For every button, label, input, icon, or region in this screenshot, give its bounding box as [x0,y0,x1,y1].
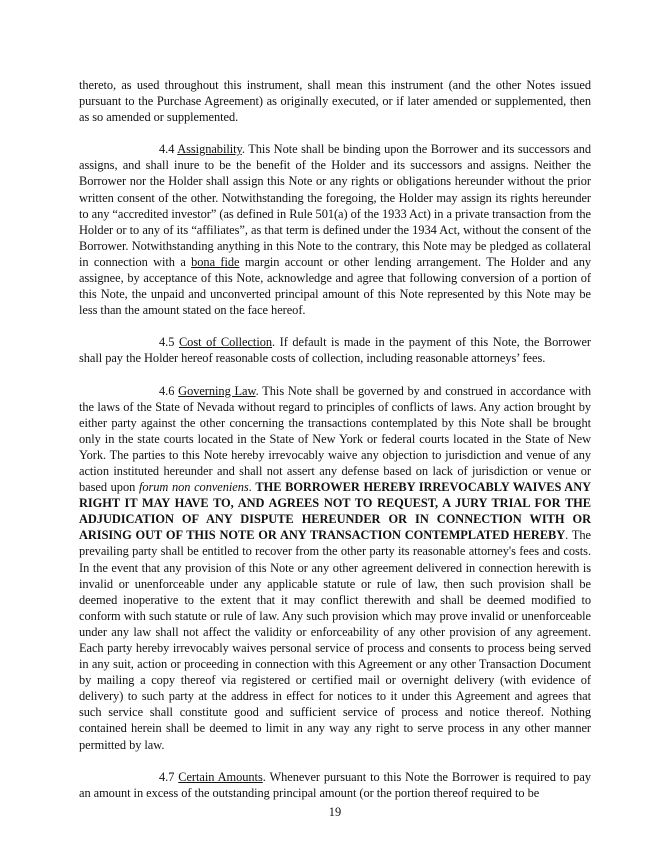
section-body-part-1: . This Note shall be governed by and construed in accordance with the laws of the State of Nevada without regard to principles of conflicts of laws. Any action brought by either party against the other concerning the transactions contemplated by this Note shall be brought only in the state courts located in the State of New York or federal courts located in the State of New York. The parties to this Note hereby irrevocably waive any objection to jurisdiction and venue of any action instituted hereunder and shall not assert any defense based on lack of jurisdiction or venue or based upon [79,383,591,495]
section-number: 4.4 [159,142,175,157]
section-4-6-governing-law [79,383,591,753]
section-4-5-cost-of-collection [79,334,591,366]
section-body-part-2: . [248,480,256,495]
section-body: . If default is made in the payment of this Note, the Borrower shall pay the Holder hereof reasonable costs of collection, including reasonable attorneys’ fees. [79,335,591,366]
section-number: 4.6 [159,383,175,398]
paragraph-continuation [79,77,591,125]
italic-term: forum non conveniens [138,480,249,495]
section-heading: Cost of Collection [178,335,273,350]
page-number: 19 [328,805,342,819]
section-body: . Whenever pursuant to this Note the Borrower is required to pay an amount in excess of the outstanding principal amount (or the portion thereof required to be [79,769,591,800]
section-body-part-1: . This Note shall be binding upon the Borrower and its successors and assigns, and shall inure to be the benefit of the Holder and its successors and assigns. Neither the Borrower nor the Holder shall assign this Note or any rights or obligations hereunder without the prior written consent of the other. Notwithstanding the foregoing, the Holder may assign its rights hereunder to any “accredited investor” (as defined in Rule 501(a) of the 1933 Act) in a private transaction from the Holder or to any of its “affiliates”, as that term is defined under the 1934 Act, without the consent of the Borrower. Notwithstanding anything in this Note to the contrary, this Note may be pledged as collateral in connection with a [79,142,591,269]
section-body-part-2: margin account or other lending arrangement. The Holder and any assignee, by acceptance of this Note, acknowledge and agree that following conversion of a portion of this Note, the unpaid and unconverted principal amount of this Note represented by this Note may be less than the amount stated on the face hereof. [79,254,592,318]
section-number: 4.7 [159,769,175,784]
section-heading: Governing Law [178,383,256,398]
section-number: 4.5 [159,335,175,350]
jury-waiver-bold-text: THE BORROWER HEREBY IRREVOCABLY WAIVES ANY RIGHT IT MAY HAVE TO, AND AGREES NOT TO REQUEST, A JURY TRIAL FOR THE ADJUDICATION OF ANY DISPUTE HEREUNDER OR IN CONNECTION WITH OR ARISING OUT OF THIS NOTE OR ANY TRANSACTION CONTEMPLATED HEREBY [79,480,592,543]
underlined-term: bona fide [191,254,240,269]
section-heading: Certain Amounts [178,769,263,784]
section-4-7-certain-amounts [79,769,591,801]
document-page [79,77,591,817]
section-body-part-3: . The prevailing party shall be entitled to recover from the other party its reasonable attorney's fees and costs. In the event that any provision of this Note or any other agreement delivered in connection herewith is invalid or unenforceable under any applicable statute or rule of law, then such provision shall be deemed inoperative to the extent that it may conflict therewith and shall be deemed modified to conform with such statute or rule of law. Any such provision which may prove invalid or unenforceable under any law shall not affect the validity or enforceability of any other provision of any agreement. Each party hereby irrevocably waives personal service of process and consents to process being served in any suit, action or proceeding in connection with this Agreement or any other Transaction Document by mailing a copy thereof via registered or certified mail or overnight delivery (with evidence of delivery) to such party at the address in effect for notices to it under this Agreement and agrees that such service shall constitute good and sufficient service of process and notice thereof. Nothing contained herein shall be deemed to limit in any way any right to serve process in any other manner permitted by law. [79,528,591,752]
paragraph-body: thereto, as used throughout this instrument, shall mean this instrument (and the other Notes issued pursuant to the Purchase Agreement) as originally executed, or if later amended or supplemented, then as so amended or supplemented. [79,78,591,125]
section-heading: Assignability [177,142,242,157]
section-4-4-assignability [79,141,591,318]
